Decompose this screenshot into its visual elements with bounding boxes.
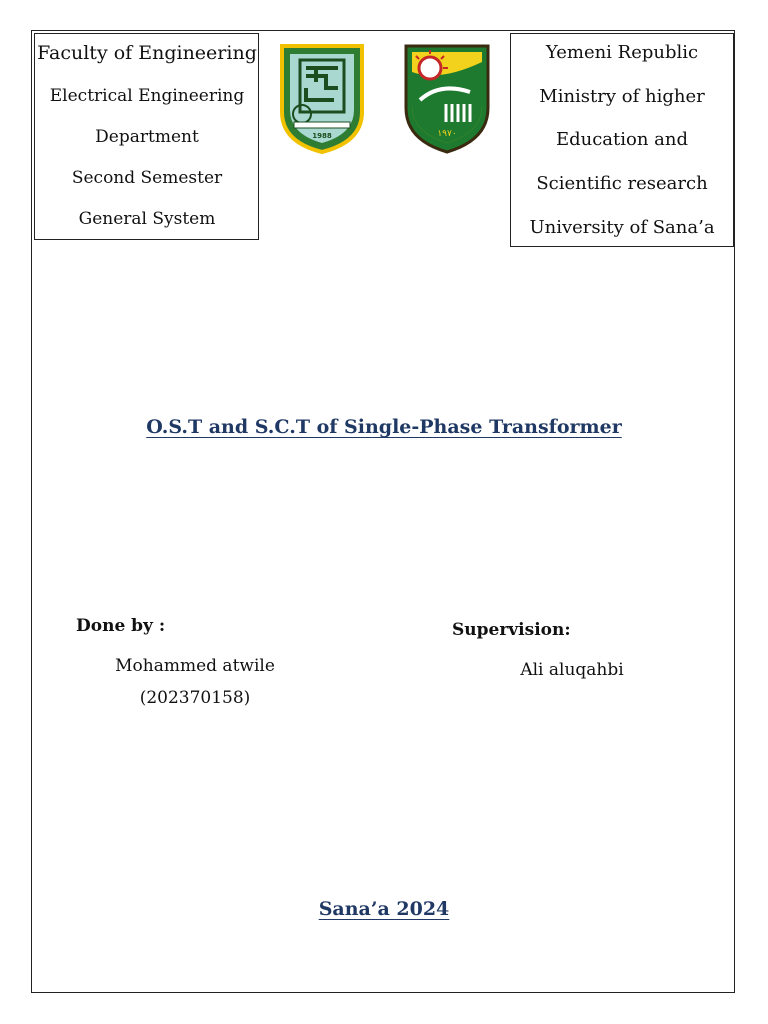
republic-name: Yemeni Republic	[545, 42, 699, 63]
ministry-line-2: Education and	[555, 129, 689, 150]
author-name: Mohammed atwile	[115, 656, 275, 676]
system-label: General System	[78, 209, 216, 229]
faculty-of-engineering-logo-icon	[276, 42, 368, 154]
place-and-year: Sana’a 2024	[318, 898, 450, 920]
sanaa-university-seal-icon	[400, 42, 494, 154]
semester-label: Second Semester	[71, 168, 223, 188]
seal-year-text: ١٩٧٠	[437, 129, 457, 139]
supervisor-name: Ali aluqahbi	[520, 660, 624, 680]
done-by-label: Done by :	[76, 616, 166, 636]
ministry-line-1: Ministry of higher	[539, 86, 705, 107]
supervision-label: Supervision:	[452, 620, 571, 640]
author-id: (202370158)	[139, 688, 251, 708]
document-title: O.S.T and S.C.T of Single-Phase Transformer	[146, 416, 622, 438]
ministry-info-box	[510, 33, 734, 247]
department-line-1: Electrical Engineering	[49, 86, 245, 106]
department-line-2: Department	[95, 127, 199, 147]
faculty-info-box	[34, 33, 259, 240]
university-name: University of Sana’a	[529, 217, 715, 238]
logo-year-text: 1988	[312, 132, 332, 140]
faculty-name: Faculty of Engineering	[37, 42, 257, 64]
ministry-line-3: Scientific research	[536, 173, 708, 194]
